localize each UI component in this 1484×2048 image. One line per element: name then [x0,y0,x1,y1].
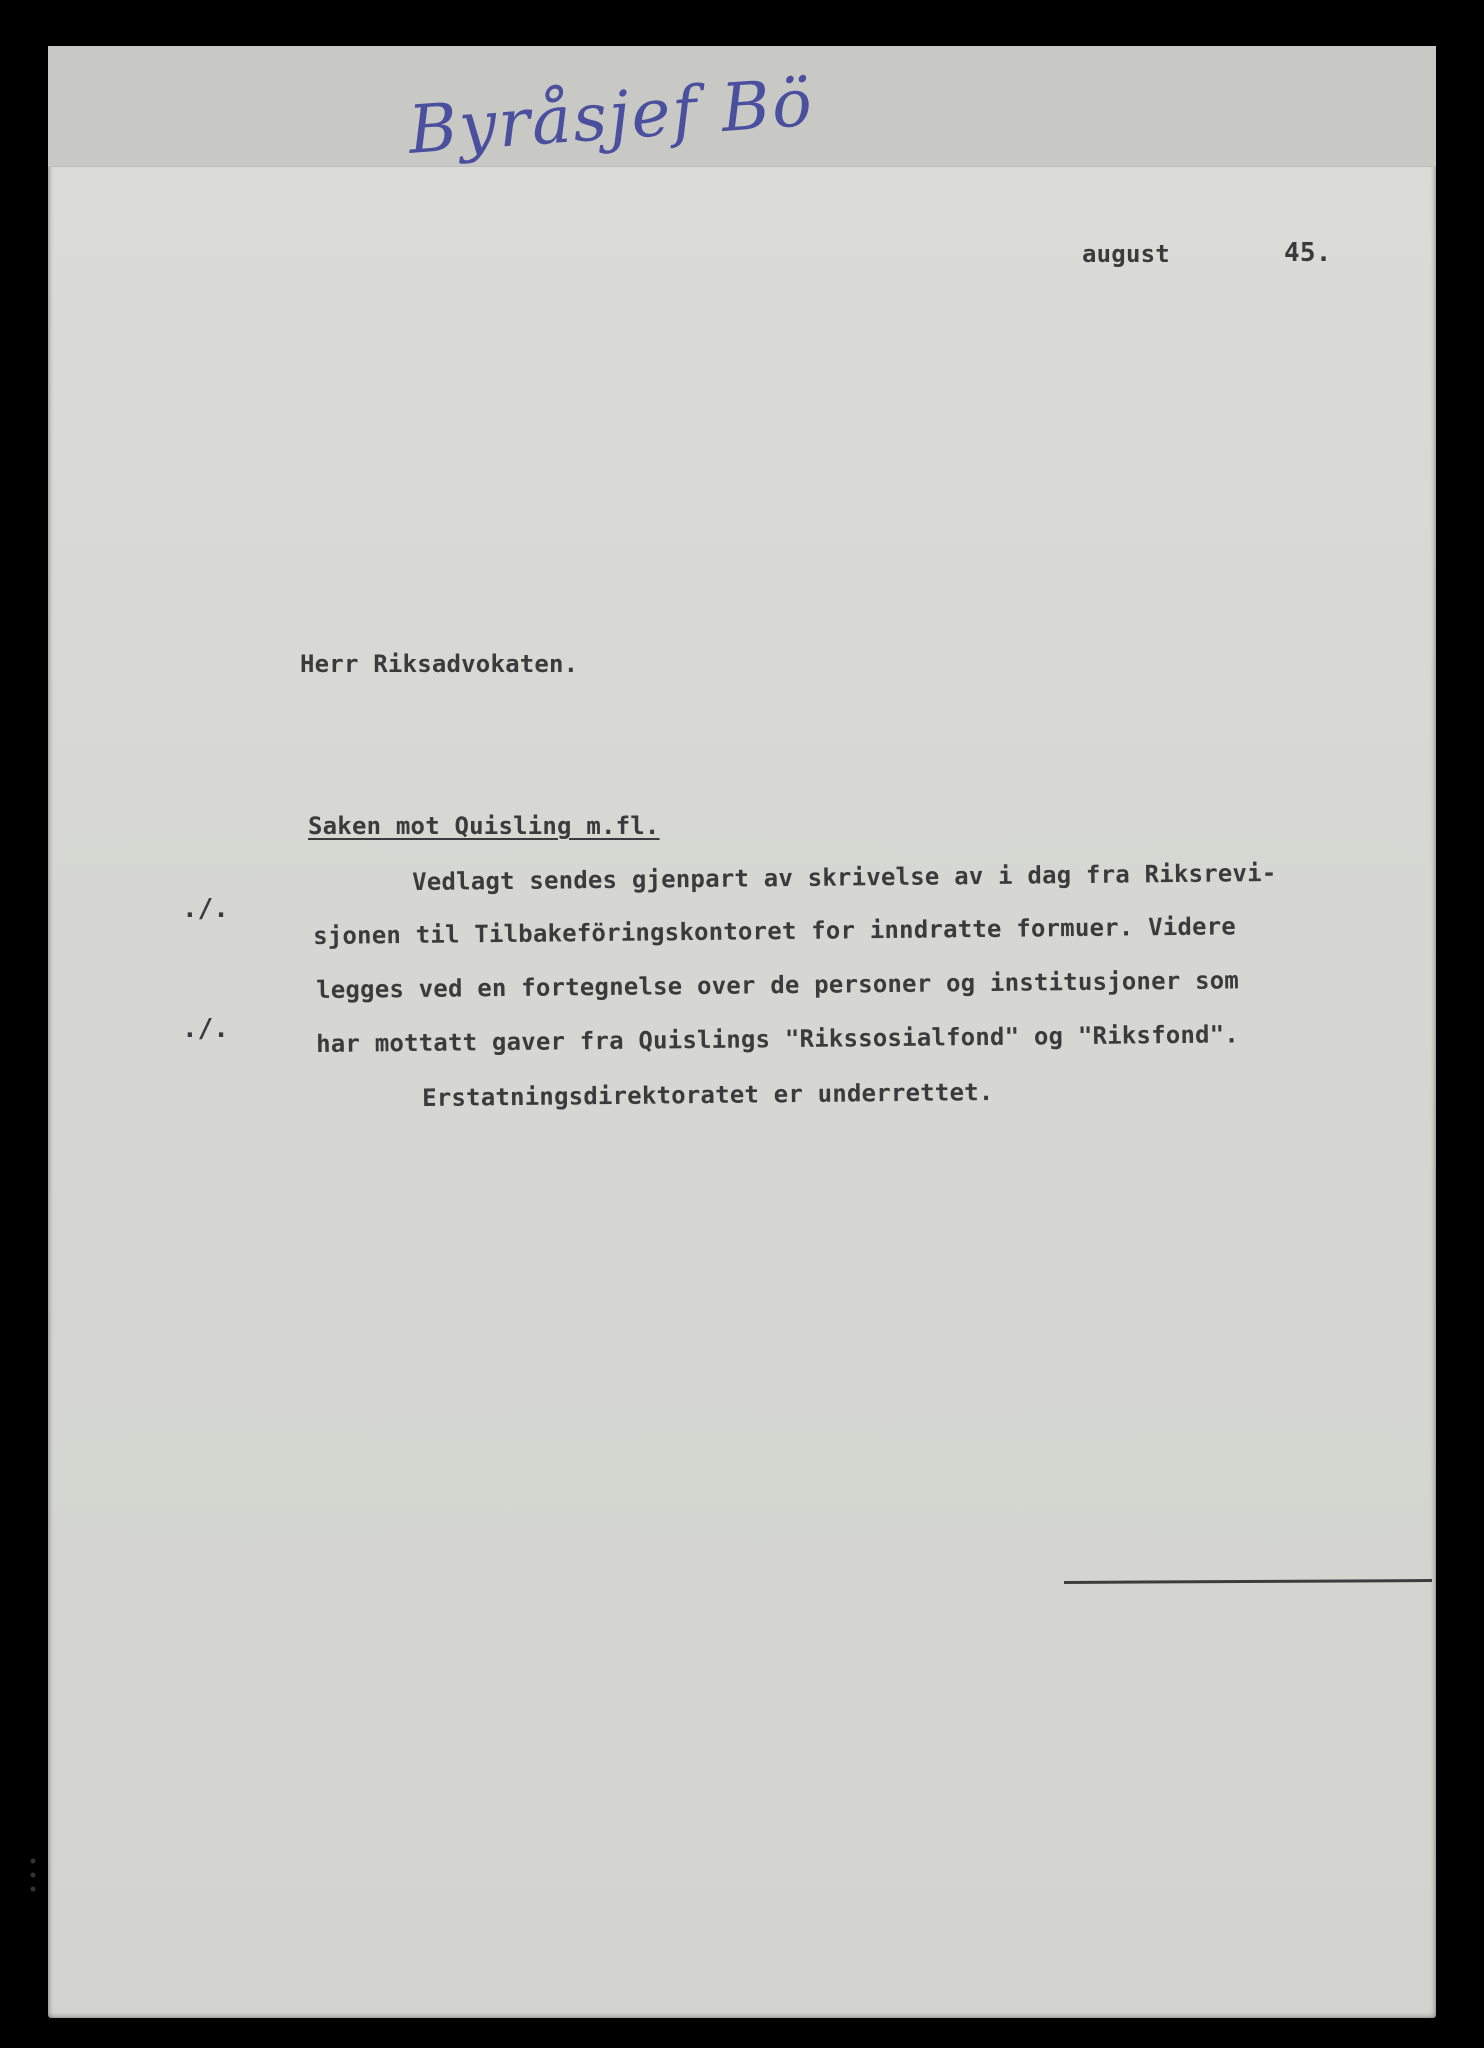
date-month: august [1082,240,1170,268]
binding-dots [30,1854,36,1894]
addressee: Herr Riksadvokaten. [300,650,579,678]
body-line: Vedlagt sendes gjenpart av skrivelse av i dag fra Riksrevi- [412,858,1277,896]
subject-heading: Saken mot Quisling m.fl. [308,812,660,840]
document-sheet [48,46,1436,2018]
body-line: legges ved en fortegnelse over de personer og institusjoner som [316,966,1240,1004]
enclosure-mark: ./. [182,1014,229,1044]
body-line: har mottatt gaver fra Quislings "Rikssosialfond" og "Riksfond". [316,1020,1240,1058]
signature-line [1064,1579,1432,1584]
handwritten-note: Byråsjef Bö [406,63,817,169]
body-line: Erstatningsdirektoratet er underrettet. [422,1078,994,1112]
enclosure-mark: ./. [182,894,229,924]
date-year: 45. [1284,238,1332,268]
body-line: sjonen til Tilbakeföringskontoret for inndratte formuer. Videre [313,912,1237,950]
